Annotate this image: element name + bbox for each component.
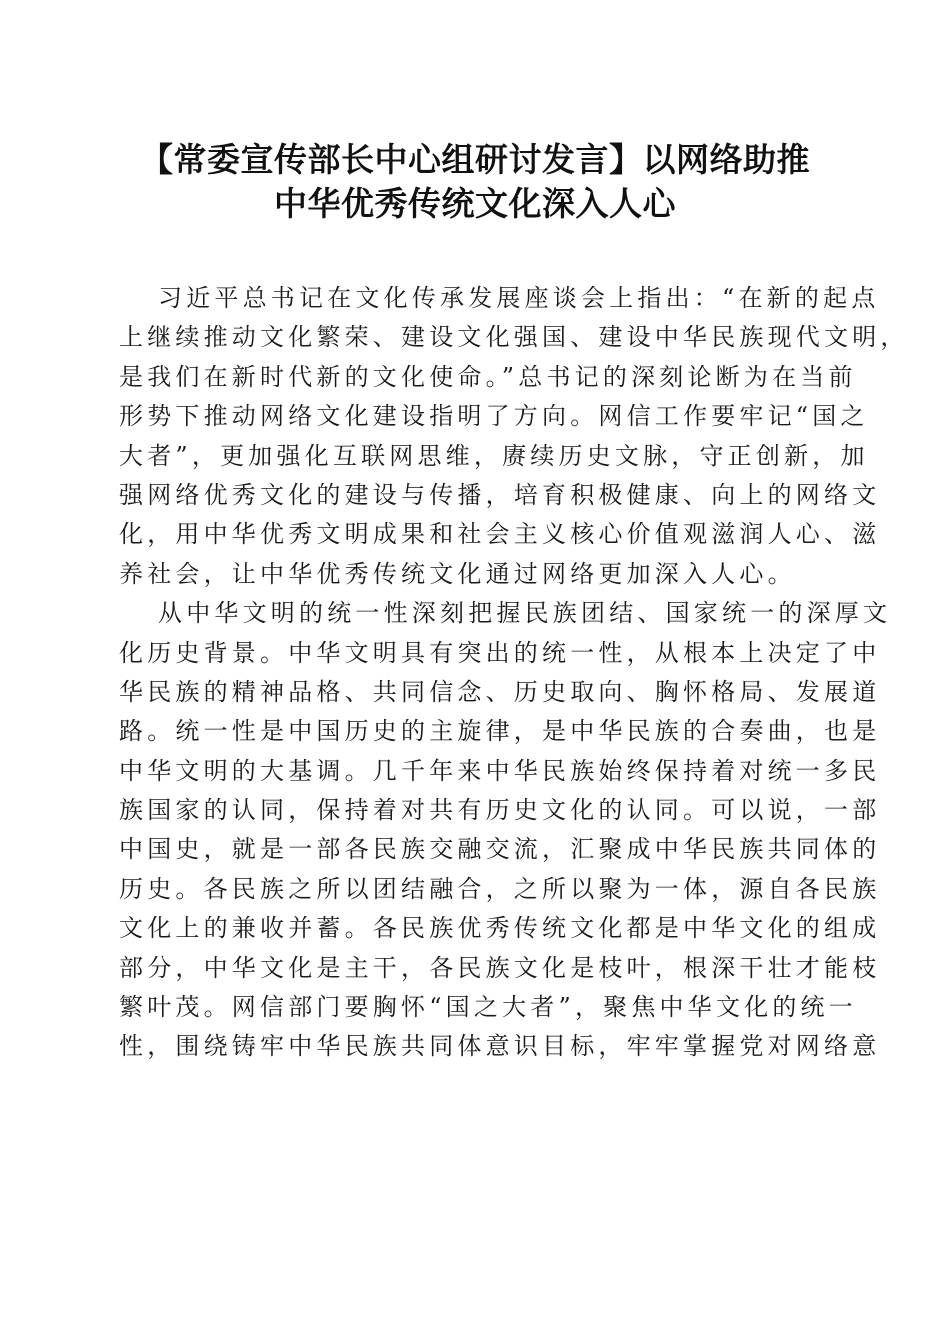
text-line: 族国家的认同，保持着对共有历史文化的认同。可以说，一部 — [119, 796, 881, 825]
text-line: 养社会，让中华优秀传统文化通过网络更加深入人心。 — [119, 559, 796, 588]
paragraph-1 — [119, 279, 909, 594]
title-line-1: 【常委宣传部长中心组研讨发言】以网络助推 — [140, 140, 810, 179]
text-line: 路。统一性是中国历史的主旋律，是中华民族的合奏曲，也是 — [119, 717, 881, 746]
text-line: 性，围绕铸牢中华民族共同体意识目标，牢牢掌握党对网络意 — [119, 1032, 881, 1061]
text-line: 大者”，更加强化互联网思维，赓续历史文脉，守正创新，加 — [119, 441, 869, 470]
text-line: 习近平总书记在文化传承发展座谈会上指出：“在新的起点 — [158, 284, 880, 312]
text-line: 强网络优秀文化的建设与传播，培育积极健康、向上的网络文 — [119, 480, 881, 509]
text-line: 华民族的精神品格、共同信念、历史取向、胸怀格局、发展道 — [119, 677, 881, 706]
paragraph-2 — [119, 594, 892, 1067]
text-line: 中华文明的大基调。几千年来中华民族始终保持着对统一多民 — [119, 756, 881, 785]
text-line: 上继续推动文化繁荣、建设文化强国、建设中华民族现代文明， — [119, 323, 909, 352]
text-line: 从中华文明的统一性深刻把握民族团结、国家统一的深厚文 — [158, 599, 892, 628]
text-line: 化历史背景。中华文明具有突出的统一性，从根本上决定了中 — [119, 638, 881, 667]
document-title — [100, 138, 850, 226]
text-line: 繁叶茂。网信部门要胸怀“国之大者”，聚焦中华文化的统一 — [119, 993, 857, 1022]
text-line: 中国史，就是一部各民族交融交流，汇聚成中华民族共同体的 — [119, 835, 881, 864]
text-line: 部分，中华文化是主干，各民族文化是枝叶，根深干壮才能枝 — [119, 953, 881, 982]
text-line: 形势下推动网络文化建设指明了方向。网信工作要牢记“国之 — [119, 402, 869, 431]
text-line: 化，用中华优秀文明成果和社会主义核心价值观滋润人心、滋 — [119, 520, 881, 549]
text-line: 文化上的兼收并蓄。各民族优秀传统文化都是中华文化的组成 — [119, 914, 881, 943]
text-line: 历史。各民族之所以团结融合，之所以聚为一体，源自各民族 — [119, 874, 881, 903]
document-body — [119, 279, 909, 1067]
title-line-2: 中华优秀传统文化深入人心 — [274, 184, 676, 223]
text-line: 是我们在新时代新的文化使命。”总书记的深刻论断为在当前 — [119, 362, 857, 391]
